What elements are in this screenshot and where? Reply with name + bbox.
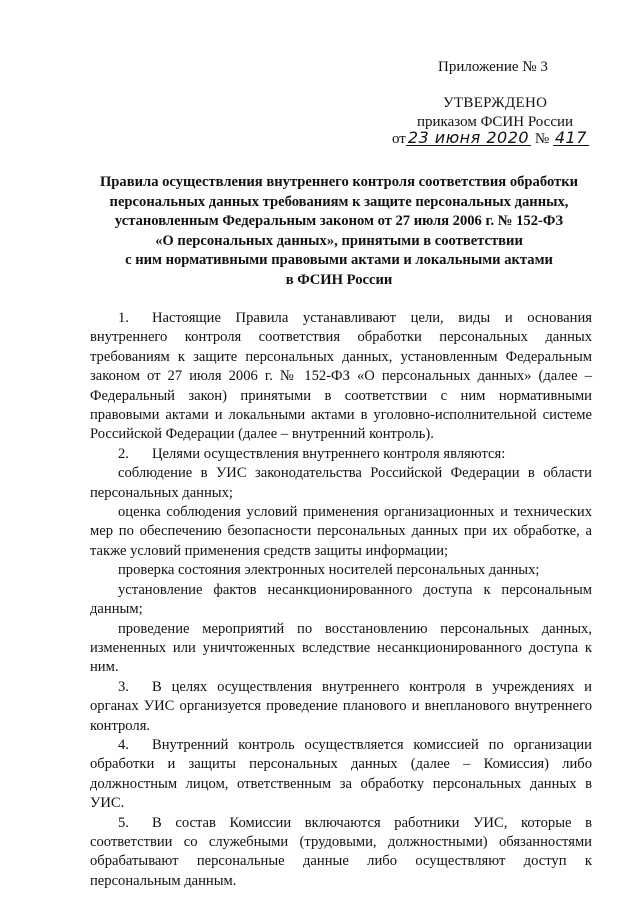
paragraph-number: 5.: [118, 814, 129, 831]
paragraph-text: Настоящие Правила устанавливают цели, виды и основания внутреннего контроля соответствия обработки персональных данных требованиям к защите персональных данных, установленным Федеральным законом от 27 июля 2006 г. № 152-ФЗ «О персональных данных» (далее – Федеральный закон) принятыми в соответствии с ним нормативными правовыми актами и локальными актами в уголовно-исполнительной системе Российской Федерации (далее – внутренний контроль).: [90, 310, 592, 443]
paragraph-text: В целях осуществления внутреннего контроля в учреждениях и органах УИС организуется проведение планового и внепланового внутреннего контроля.: [90, 678, 592, 734]
title-line: Правила осуществления внутреннего контроля соответствия обработки: [99, 174, 579, 190]
paragraph-number: 1.: [118, 310, 129, 326]
paragraph-3: [90, 678, 592, 736]
handwritten-date: 23 июня 2020: [407, 128, 530, 147]
approved-label: УТВЕРЖДЕНО: [443, 95, 548, 111]
list-item: установление фактов несанкционированного доступа к персональным данным;: [90, 581, 592, 618]
paragraph-5: [90, 814, 592, 892]
list-item: оценка соблюдения условий применения организационных и технических мер по обеспечению безопасности персональных данных при их обработке, а также условий применения средств защиты информации;: [90, 504, 592, 559]
appendix-label: Приложение № 3: [438, 59, 548, 75]
number-prefix: №: [534, 131, 550, 147]
title-line: в ФСИН России: [285, 271, 393, 288]
title-line: «О персональных данных», принятыми в соответствии: [155, 232, 523, 249]
paragraph-4: [90, 736, 592, 814]
order-date-line: [392, 130, 589, 149]
paragraph-text: В состав Комиссии включаются работники УИС, которые в соответствии со служебными (трудовыми, должностными) обязанностями обрабатывают персональные данные либо осуществляют доступ к персональным данным.: [90, 814, 592, 889]
order-label: приказом ФСИН России: [417, 114, 574, 130]
title-line: с ним нормативными правовыми актами и локальными актами: [125, 252, 553, 269]
paragraph-number: 4.: [118, 736, 129, 753]
from-prefix: от: [392, 131, 406, 147]
paragraph-1: [90, 309, 592, 445]
title-line: установленным Федеральным законом от 27 июля 2006 г. № 152-ФЗ: [114, 213, 564, 230]
paragraph-2: [90, 445, 592, 464]
list-item: проверка состояния электронных носителей персональных данных;: [118, 562, 540, 579]
list-item: проведение мероприятий по восстановлению персональных данных, измененных или уничтоженных вследствие несанкционированного доступа к ним.: [90, 620, 592, 676]
document-title: [86, 173, 592, 291]
document-body: [90, 309, 592, 891]
list-item: соблюдение в УИС законодательства Российской Федерации в области персональных данных;: [90, 465, 592, 501]
paragraph-number: 3.: [118, 678, 129, 695]
paragraph-text: Целями осуществления внутреннего контроля являются:: [152, 445, 506, 462]
handwritten-number: 417: [554, 128, 587, 147]
title-line: персональных данных требованиям к защите персональных данных,: [109, 193, 569, 210]
paragraph-number: 2.: [118, 445, 129, 462]
paragraph-text: Внутренний контроль осуществляется комиссией по организации обработки и защиты персональных данных (далее – Комиссия) либо должностным лицом, ответственным за обработку персональных данных в УИС.: [90, 736, 592, 812]
